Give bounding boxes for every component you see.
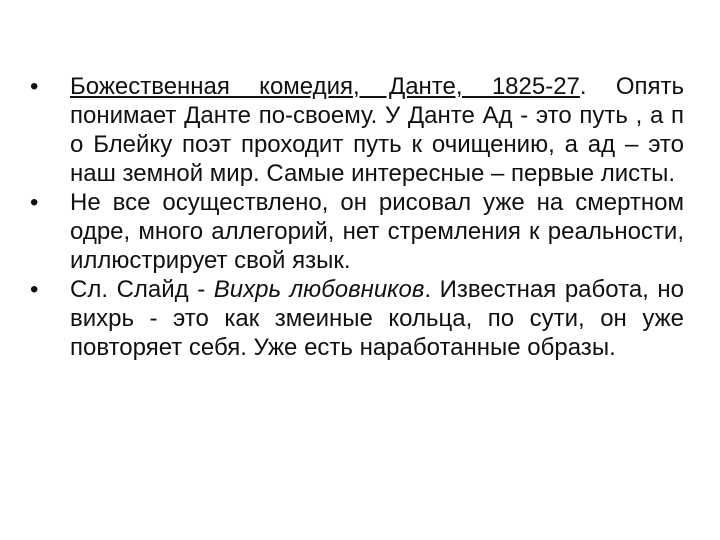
bullet-marker: •: [30, 276, 39, 303]
bullet-text: . Опять понимает Данте по-своему. У Данте Ад - это путь , а п о Блейку поэт проходит путь к очищению, а ад – это наш земной мир. Самые интересные – первые листы.: [70, 73, 684, 187]
bullet-item-3: [30, 275, 684, 362]
bullet-prefix: Сл. Слайд -: [70, 276, 214, 303]
bullet-item-1: [30, 72, 684, 188]
work-title-link: Божественная комедия, Данте, 1825-27: [70, 73, 580, 100]
bullet-marker: •: [30, 73, 39, 100]
bullet-text: . Известная работа, но вихрь - это как змеиные кольца, по сути, он уже повторяет себя. Уже есть наработанные образы.: [70, 276, 684, 361]
bullet-item-2: [30, 188, 684, 275]
bullet-list: [30, 72, 684, 362]
bullet-text: Не все осуществлено, он рисовал уже на смертном одре, много аллегорий, нет стремления к реальности, иллюстрирует свой язык.: [70, 189, 684, 274]
work-title-italic: Вихрь любовников: [213, 276, 425, 303]
bullet-marker: •: [30, 189, 39, 216]
